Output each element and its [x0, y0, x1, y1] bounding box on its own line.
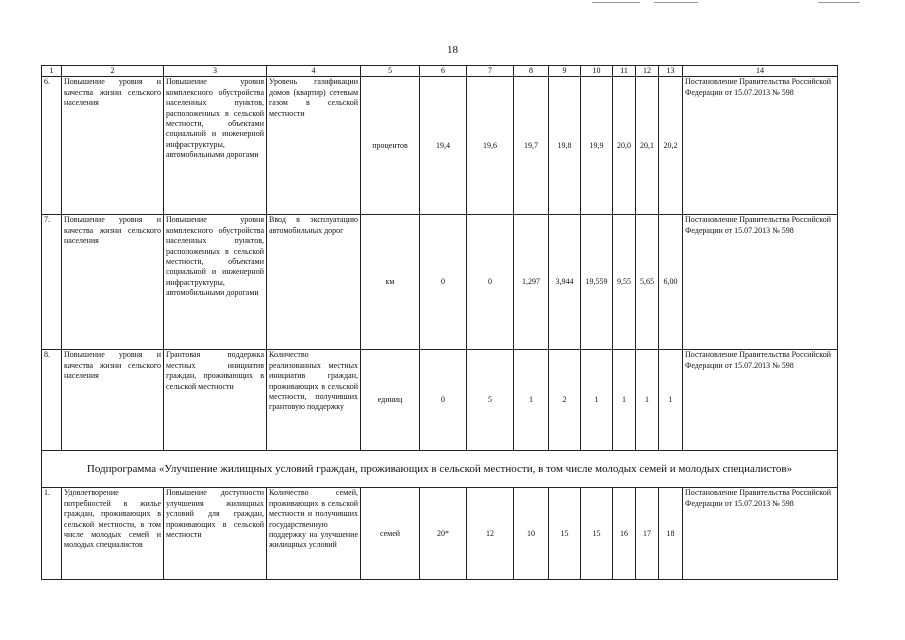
value-cell: 1 — [581, 350, 613, 451]
value-cell: 19,4 — [420, 77, 467, 215]
value-cell: 19,9 — [581, 77, 613, 215]
column-number: 11 — [613, 66, 636, 77]
column-number: 10 — [581, 66, 613, 77]
value-cell: 0 — [467, 215, 514, 350]
scan-artifact-line — [654, 2, 698, 3]
value-cell: 0 — [420, 350, 467, 451]
value-cell: 1 — [613, 350, 636, 451]
page-number: 18 — [447, 44, 458, 56]
value-cell: 17 — [636, 488, 659, 580]
row-number: 8. — [42, 350, 62, 451]
subprogram-title: Подпрограмма «Улучшение жилищных условий граждан, проживающих в сельской местности, в том числе молодых семей и молодых специалистов» — [42, 451, 838, 488]
column-number: 9 — [549, 66, 581, 77]
column-number: 14 — [683, 66, 838, 77]
column-number: 6 — [420, 66, 467, 77]
indicator-cell: Уровень газификации домов (квартир) сетевым газом в сельской местности — [267, 77, 361, 215]
table-row — [42, 350, 838, 451]
source-cell: Постановление Правительства Российской Федерации от 15.07.2013 № 598 — [683, 215, 838, 350]
value-cell: 19,559 — [581, 215, 613, 350]
value-cell: 18 — [659, 488, 683, 580]
value-cell: 15 — [549, 488, 581, 580]
column-number: 13 — [659, 66, 683, 77]
value-cell: 1 — [636, 350, 659, 451]
goal-cell: Повышение уровня и качества жизни сельского населения — [62, 350, 164, 451]
value-cell: 3,944 — [549, 215, 581, 350]
task-cell: Грантовая поддержка местных инициатив граждан, проживающих в сельской местности — [164, 350, 267, 451]
column-number: 4 — [267, 66, 361, 77]
goal-cell: Удовлетворение потребностей в жилье граждан, проживающих в сельской местности, в том числе молодых семей и молодых специалистов — [62, 488, 164, 580]
unit-cell: единиц — [361, 350, 420, 451]
value-cell: 19,7 — [514, 77, 549, 215]
column-number: 12 — [636, 66, 659, 77]
row-number: 7. — [42, 215, 62, 350]
value-cell: 16 — [613, 488, 636, 580]
value-cell: 20* — [420, 488, 467, 580]
unit-cell: семей — [361, 488, 420, 580]
value-cell: 20,2 — [659, 77, 683, 215]
column-number-row — [42, 66, 838, 77]
scan-artifact-line — [818, 2, 860, 3]
goal-cell: Повышение уровня и качества жизни сельского населения — [62, 77, 164, 215]
table-row — [42, 215, 838, 350]
source-cell: Постановление Правительства Российской Федерации от 15.07.2013 № 598 — [683, 350, 838, 451]
indicator-cell: Количество семей, проживающих в сельской местности и получивших государственную поддержку на улучшение жилищных условий — [267, 488, 361, 580]
table-row — [42, 77, 838, 215]
value-cell: 12 — [467, 488, 514, 580]
value-cell: 15 — [581, 488, 613, 580]
value-cell: 6,00 — [659, 215, 683, 350]
value-cell: 2 — [549, 350, 581, 451]
column-number: 3 — [164, 66, 267, 77]
value-cell: 19,8 — [549, 77, 581, 215]
value-cell: 20,1 — [636, 77, 659, 215]
unit-cell: км — [361, 215, 420, 350]
value-cell: 10 — [514, 488, 549, 580]
value-cell: 1 — [514, 350, 549, 451]
column-number: 2 — [62, 66, 164, 77]
column-number: 1 — [42, 66, 62, 77]
value-cell: 19,6 — [467, 77, 514, 215]
column-number: 7 — [467, 66, 514, 77]
indicator-cell: Ввод в эксплуатацию автомобильных дорог — [267, 215, 361, 350]
task-cell: Повышение доступности улучшения жилищных условий для граждан, проживающих в сельской местности — [164, 488, 267, 580]
value-cell: 0 — [420, 215, 467, 350]
value-cell: 5,65 — [636, 215, 659, 350]
value-cell: 1 — [659, 350, 683, 451]
indicators-table — [41, 65, 838, 580]
value-cell: 20,0 — [613, 77, 636, 215]
goal-cell: Повышение уровня и качества жизни сельского населения — [62, 215, 164, 350]
scan-artifact-line — [592, 2, 640, 3]
subprogram-row — [42, 451, 838, 488]
column-number: 8 — [514, 66, 549, 77]
indicator-cell: Количество реализованных местных инициатив граждан, проживающих в сельской местности, получивших грантовую поддержку — [267, 350, 361, 451]
task-cell: Повышение уровня комплексного обустройства населенных пунктов, расположенных в сельской местности, объектами социальной и инженерной инфраструктуры, автомобильными дорогами — [164, 77, 267, 215]
row-number: 1. — [42, 488, 62, 580]
source-cell: Постановление Правительства Российской Федерации от 15.07.2013 № 598 — [683, 77, 838, 215]
row-number: 6. — [42, 77, 62, 215]
source-cell: Постановление Правительства Российской Федерации от 15.07.2013 № 598 — [683, 488, 838, 580]
value-cell: 5 — [467, 350, 514, 451]
task-cell: Повышение уровня комплексного обустройства населенных пунктов, расположенных в сельской местности, объектами социальной и инженерной инфраструктуры, автомобильными дорогами — [164, 215, 267, 350]
column-number: 5 — [361, 66, 420, 77]
unit-cell: процентов — [361, 77, 420, 215]
value-cell: 9,55 — [613, 215, 636, 350]
value-cell: 1,297 — [514, 215, 549, 350]
table-row — [42, 488, 838, 580]
